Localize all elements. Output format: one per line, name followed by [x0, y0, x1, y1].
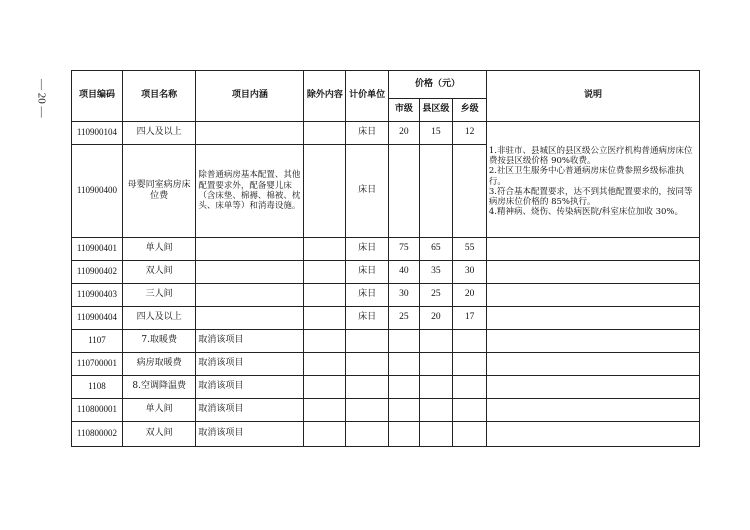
note-line-2: 2.社区卫生服务中心普通病房床位费参照乡级标准执行。	[488, 166, 685, 187]
note-empty	[486, 399, 699, 422]
price-county	[419, 422, 453, 447]
item-name: 四人及以上	[122, 122, 195, 145]
table-row	[72, 399, 700, 422]
price-township	[453, 399, 487, 422]
price-county	[419, 145, 453, 238]
item-excluded	[304, 122, 346, 145]
item-unit: 床日	[346, 284, 389, 307]
note-line-4: 4.精神病、烧伤、传染病医院/科室床位加收 30%。	[488, 207, 683, 218]
price-county: 20	[419, 307, 453, 330]
item-unit	[346, 353, 389, 376]
price-county	[419, 399, 453, 422]
table-row	[72, 330, 700, 353]
item-content: 取消该项目	[196, 330, 304, 353]
item-content	[196, 122, 304, 145]
item-excluded	[304, 238, 346, 261]
item-name: 双人间	[122, 261, 195, 284]
item-code: 1108	[72, 376, 123, 399]
price-city: 40	[389, 261, 420, 284]
item-excluded	[304, 145, 346, 238]
price-city: 30	[389, 284, 420, 307]
item-code: 110800002	[72, 422, 123, 447]
item-unit: 床日	[346, 261, 389, 284]
header-unit: 计价单位	[346, 71, 389, 122]
item-excluded	[304, 307, 346, 330]
note-empty	[486, 330, 699, 353]
price-city	[389, 145, 420, 238]
price-city	[389, 330, 420, 353]
item-unit	[346, 330, 389, 353]
item-name: 三人间	[122, 284, 195, 307]
item-code: 110800001	[72, 399, 123, 422]
item-unit	[346, 399, 389, 422]
table-row	[72, 284, 700, 307]
note-empty	[486, 284, 699, 307]
item-content	[196, 238, 304, 261]
price-city	[389, 376, 420, 399]
price-township	[453, 353, 487, 376]
price-city: 75	[389, 238, 420, 261]
table-row	[72, 307, 700, 330]
price-county: 15	[419, 122, 453, 145]
note-empty	[486, 353, 699, 376]
note-empty	[486, 376, 699, 399]
header-city: 市级	[389, 99, 420, 122]
item-code: 110700001	[72, 353, 123, 376]
header-code: 项目编码	[72, 71, 123, 122]
item-excluded	[304, 376, 346, 399]
page-number: — 20 —	[35, 78, 48, 118]
price-township: 17	[453, 307, 487, 330]
header-county: 县区级	[419, 99, 453, 122]
item-content	[196, 284, 304, 307]
item-name: 病房取暖费	[122, 353, 195, 376]
price-county: 65	[419, 238, 453, 261]
price-county: 35	[419, 261, 453, 284]
table-row	[72, 122, 700, 145]
price-city: 20	[389, 122, 420, 145]
item-name: 单人间	[122, 399, 195, 422]
table-row	[72, 353, 700, 376]
note-empty	[486, 261, 699, 284]
item-content: 取消该项目	[196, 422, 304, 447]
price-city	[389, 422, 420, 447]
note-line-1: 1.非驻市、县城区的县区级公立医疗机构普通病房床位费按县区级价格 90%收费。	[488, 146, 693, 167]
price-township	[453, 376, 487, 399]
table-row	[72, 376, 700, 399]
note-line-3: 3.符合基本配置要求，达不到其他配置要求的，按同等病房床位价格的 85%执行。	[488, 186, 693, 207]
item-content: 取消该项目	[196, 399, 304, 422]
item-code: 110900403	[72, 284, 123, 307]
note-empty	[486, 238, 699, 261]
item-content: 取消该项目	[196, 353, 304, 376]
item-unit: 床日	[346, 145, 389, 238]
price-township: 20	[453, 284, 487, 307]
item-name: 双人间	[122, 422, 195, 447]
item-unit	[346, 376, 389, 399]
item-unit: 床日	[346, 238, 389, 261]
price-county: 25	[419, 284, 453, 307]
item-name: 单人间	[122, 238, 195, 261]
item-unit	[346, 422, 389, 447]
table-row	[72, 261, 700, 284]
item-excluded	[304, 399, 346, 422]
price-township: 12	[453, 122, 487, 145]
price-city	[389, 353, 420, 376]
item-name: 四人及以上	[122, 307, 195, 330]
item-unit: 床日	[346, 122, 389, 145]
fee-schedule-table	[71, 70, 700, 447]
table-row	[72, 238, 700, 261]
item-excluded	[304, 284, 346, 307]
note-empty	[486, 422, 699, 447]
price-township	[453, 422, 487, 447]
item-code: 110900402	[72, 261, 123, 284]
item-name: 7.取暖费	[122, 330, 195, 353]
item-content	[196, 307, 304, 330]
item-code: 110900401	[72, 238, 123, 261]
price-township: 55	[453, 238, 487, 261]
header-township: 乡级	[453, 99, 487, 122]
header-content: 项目内涵	[196, 71, 304, 122]
item-excluded	[304, 261, 346, 284]
note-empty	[486, 307, 699, 330]
note-cell	[486, 122, 699, 238]
price-township	[453, 145, 487, 238]
price-city	[389, 399, 420, 422]
item-name: 母婴同室病房床位费	[122, 145, 195, 238]
item-excluded	[304, 422, 346, 447]
header-name: 项目名称	[122, 71, 195, 122]
price-county	[419, 376, 453, 399]
item-code: 110900104	[72, 122, 123, 145]
item-code: 110900404	[72, 307, 123, 330]
item-unit: 床日	[346, 307, 389, 330]
price-county	[419, 330, 453, 353]
item-code: 1107	[72, 330, 123, 353]
price-city: 25	[389, 307, 420, 330]
price-township	[453, 330, 487, 353]
item-excluded	[304, 353, 346, 376]
item-content: 除普通病房基本配置、其他配置要求外，配备婴儿床（含床垫、棉褥、棉被、枕头、床单等）和消毒设施。	[196, 145, 304, 238]
header-note: 说明	[486, 71, 699, 122]
item-name: 8.空调降温费	[122, 376, 195, 399]
table-row	[72, 422, 700, 447]
item-excluded	[304, 330, 346, 353]
header-price: 价格（元）	[389, 71, 487, 99]
item-content	[196, 261, 304, 284]
item-code: 110900400	[72, 145, 123, 238]
price-township: 30	[453, 261, 487, 284]
header-excluded: 除外内容	[304, 71, 346, 122]
price-county	[419, 353, 453, 376]
item-content: 取消该项目	[196, 376, 304, 399]
